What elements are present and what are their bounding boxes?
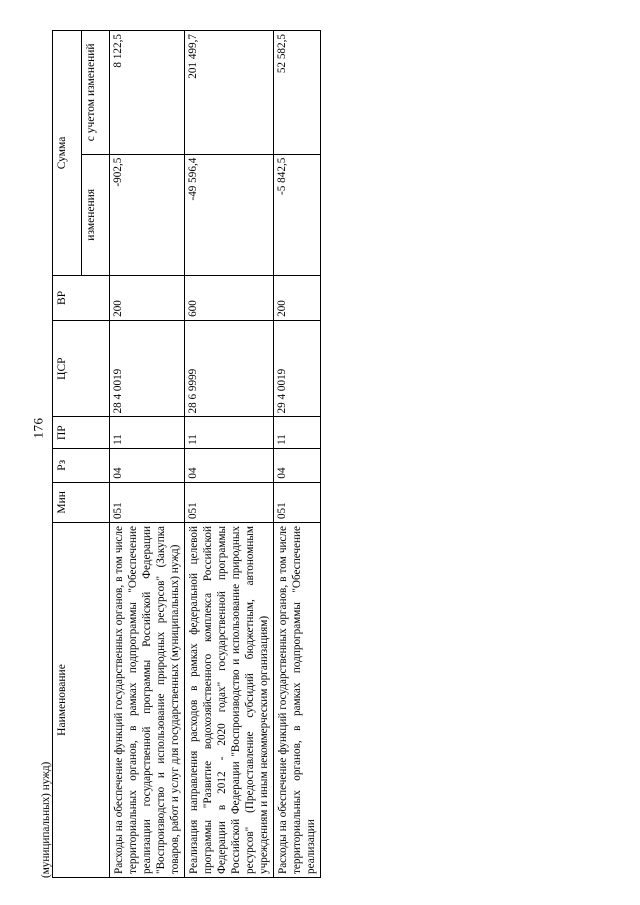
page-number: 176 bbox=[30, 417, 46, 439]
header-s-uchetom-izmeneniy: с учетом изменений bbox=[81, 30, 110, 154]
row-pr: 11 bbox=[110, 416, 185, 447]
header-summa: Сумма bbox=[53, 30, 82, 275]
header-izmeneniya: изменения bbox=[81, 154, 110, 275]
row-min: 051 bbox=[185, 482, 274, 522]
row-vr: 200 bbox=[274, 275, 321, 320]
row-s-uchetom: 201 499,7 bbox=[185, 30, 274, 154]
row-csr: 28 6 9999 bbox=[185, 320, 274, 417]
budget-table bbox=[52, 30, 321, 878]
header-pr: ПР bbox=[53, 416, 110, 447]
table-row bbox=[185, 30, 274, 877]
table-row bbox=[110, 30, 185, 877]
row-name: Расходы на обеспечение функций государственных органов, в том числе территориальных органов, в рамках подпрограммы "Обеспечение реализации bbox=[274, 522, 321, 877]
row-s-uchetom: 52 582,5 bbox=[274, 30, 321, 154]
row-izmeneniya: -5 842,5 bbox=[274, 154, 321, 275]
row-pr: 11 bbox=[185, 416, 274, 447]
header-min: Мин bbox=[53, 482, 110, 522]
row-csr: 29 4 0019 bbox=[274, 320, 321, 417]
row-vr: 600 bbox=[185, 275, 274, 320]
row-pr: 11 bbox=[274, 416, 321, 447]
row-rz: 04 bbox=[274, 448, 321, 482]
row-vr: 200 bbox=[110, 275, 185, 320]
row-rz: 04 bbox=[185, 448, 274, 482]
header-csr: ЦСР bbox=[53, 320, 110, 417]
row-rz: 04 bbox=[110, 448, 185, 482]
row-name: Реализация направления расходов в рамках федеральной целевой программы "Развитие водохозяйственного комплекса Российской Федерации в 2012 - 2020 годах" государственной программы Российской Федерации "Воспроизводство и использование природных ресурсов" (Предоставление субсидий бюджетным, автономным учреждениям и иным некоммерческим организациям) bbox=[185, 522, 274, 877]
row-min: 051 bbox=[274, 482, 321, 522]
rotated-table-container bbox=[40, 28, 600, 878]
row-s-uchetom: 8 122,5 bbox=[110, 30, 185, 154]
row-min: 051 bbox=[110, 482, 185, 522]
header-name: Наименование bbox=[53, 522, 110, 877]
row-izmeneniya: -902,5 bbox=[110, 154, 185, 275]
lead-note: (муниципальных) нужд) bbox=[40, 761, 52, 878]
row-name: Расходы на обеспечение функций государственных органов, в том числе территориальных органов, в рамках подпрограммы "Обеспечение реализации государственной программы Российской Федерации "Воспроизводство и использование природных ресурсов" (Закупка товаров, работ и услуг для государственных (муниципальных) нужд) bbox=[110, 522, 185, 877]
header-vr: ВР bbox=[53, 275, 110, 320]
row-izmeneniya: -49 596,4 bbox=[185, 154, 274, 275]
table-row bbox=[274, 30, 321, 877]
row-csr: 28 4 0019 bbox=[110, 320, 185, 417]
header-rz: Рз bbox=[53, 448, 110, 482]
